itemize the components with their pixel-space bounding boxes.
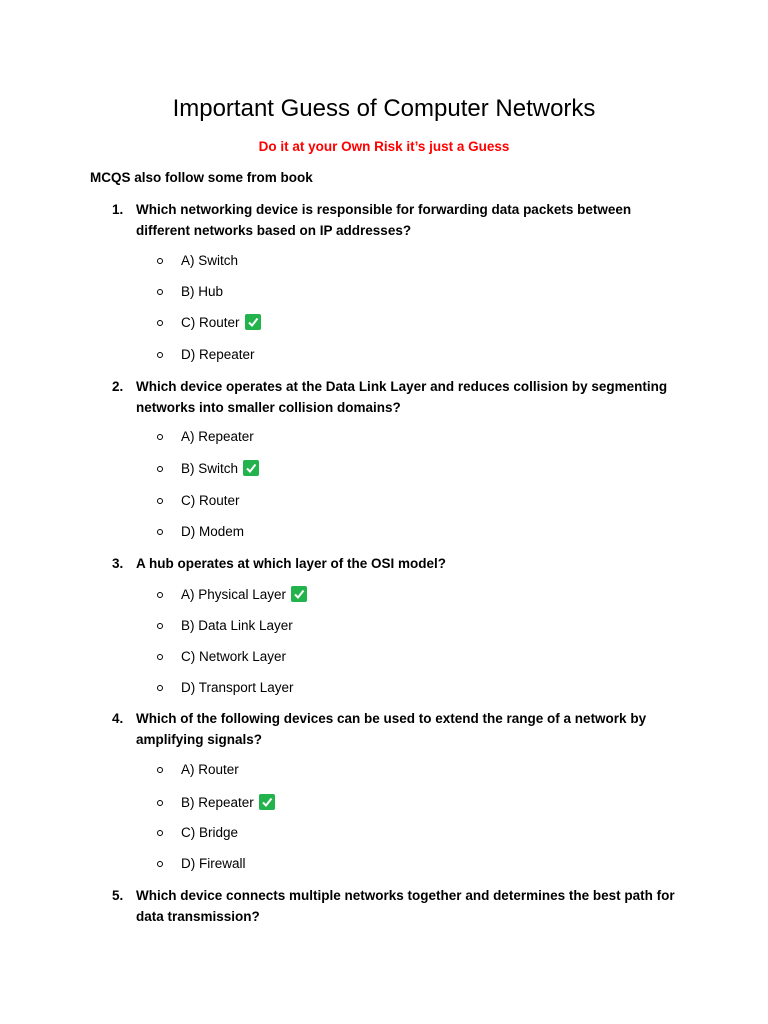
mcq-intro: MCQS also follow some from book <box>90 170 313 185</box>
option-2d <box>0 523 768 545</box>
hollow-circle-bullet-icon <box>157 800 163 806</box>
hollow-circle-bullet-icon <box>157 592 163 598</box>
hollow-circle-bullet-icon <box>157 434 163 440</box>
hollow-circle-bullet-icon <box>157 654 163 660</box>
option-2c <box>0 492 768 514</box>
option-1c <box>0 314 768 336</box>
option-label: A) Physical Layer <box>181 587 287 602</box>
option-label: B) Hub <box>181 284 224 299</box>
hollow-circle-bullet-icon <box>157 830 163 836</box>
option-label: B) Switch <box>181 461 239 476</box>
option-3a <box>0 586 768 608</box>
question-text: Which of the following devices can be used to extend the range of a network by amplifying signals? <box>136 711 647 747</box>
option-2a <box>0 428 768 450</box>
question-number: 4. <box>112 711 124 726</box>
hollow-circle-bullet-icon <box>157 320 163 326</box>
option-1a <box>0 252 768 274</box>
option-label: C) Router <box>181 493 240 508</box>
question-text: A hub operates at which layer of the OSI model? <box>136 556 447 571</box>
option-label: B) Repeater <box>181 795 254 810</box>
option-label: C) Router <box>181 315 240 330</box>
option-3d <box>0 679 768 701</box>
option-2b <box>0 460 768 482</box>
green-check-mark-icon <box>291 586 307 602</box>
option-label: D) Modem <box>181 524 245 539</box>
option-3c <box>0 648 768 670</box>
option-label: D) Transport Layer <box>181 680 294 695</box>
document-title: Important Guess of Computer Networks <box>172 95 596 122</box>
risk-disclaimer: Do it at your Own Risk it’s just a Guess <box>258 139 510 154</box>
hollow-circle-bullet-icon <box>157 258 163 264</box>
hollow-circle-bullet-icon <box>157 466 163 472</box>
hollow-circle-bullet-icon <box>157 289 163 295</box>
green-check-mark-icon <box>259 794 275 810</box>
hollow-circle-bullet-icon <box>157 529 163 535</box>
hollow-circle-bullet-icon <box>157 767 163 773</box>
hollow-circle-bullet-icon <box>157 352 163 358</box>
question-text: Which networking device is responsible for forwarding data packets between different networks based on IP addresses? <box>136 202 632 238</box>
hollow-circle-bullet-icon <box>157 685 163 691</box>
option-4d <box>0 855 768 877</box>
option-label: A) Repeater <box>181 429 254 444</box>
question-text: Which device operates at the Data Link Layer and reduces collision by segmenting networks into smaller collision domains? <box>136 379 668 415</box>
option-label: C) Network Layer <box>181 649 287 664</box>
option-1b <box>0 283 768 305</box>
green-check-mark-icon <box>243 460 259 476</box>
option-4c <box>0 824 768 846</box>
green-check-mark-icon <box>245 314 261 330</box>
option-label: D) Firewall <box>181 856 246 871</box>
question-number: 5. <box>112 888 124 903</box>
question-number: 1. <box>112 202 124 217</box>
option-label: D) Repeater <box>181 347 255 362</box>
option-1d <box>0 346 768 368</box>
question-text: Which device connects multiple networks together and determines the best path for data transmission? <box>136 888 675 924</box>
option-4a <box>0 761 768 783</box>
hollow-circle-bullet-icon <box>157 498 163 504</box>
option-3b <box>0 617 768 639</box>
hollow-circle-bullet-icon <box>157 861 163 867</box>
option-label: A) Switch <box>181 253 239 268</box>
question-number: 2. <box>112 379 124 394</box>
hollow-circle-bullet-icon <box>157 623 163 629</box>
option-label: A) Router <box>181 762 239 777</box>
option-label: C) Bridge <box>181 825 239 840</box>
question-number: 3. <box>112 556 124 571</box>
option-4b <box>0 794 768 816</box>
option-label: B) Data Link Layer <box>181 618 293 633</box>
